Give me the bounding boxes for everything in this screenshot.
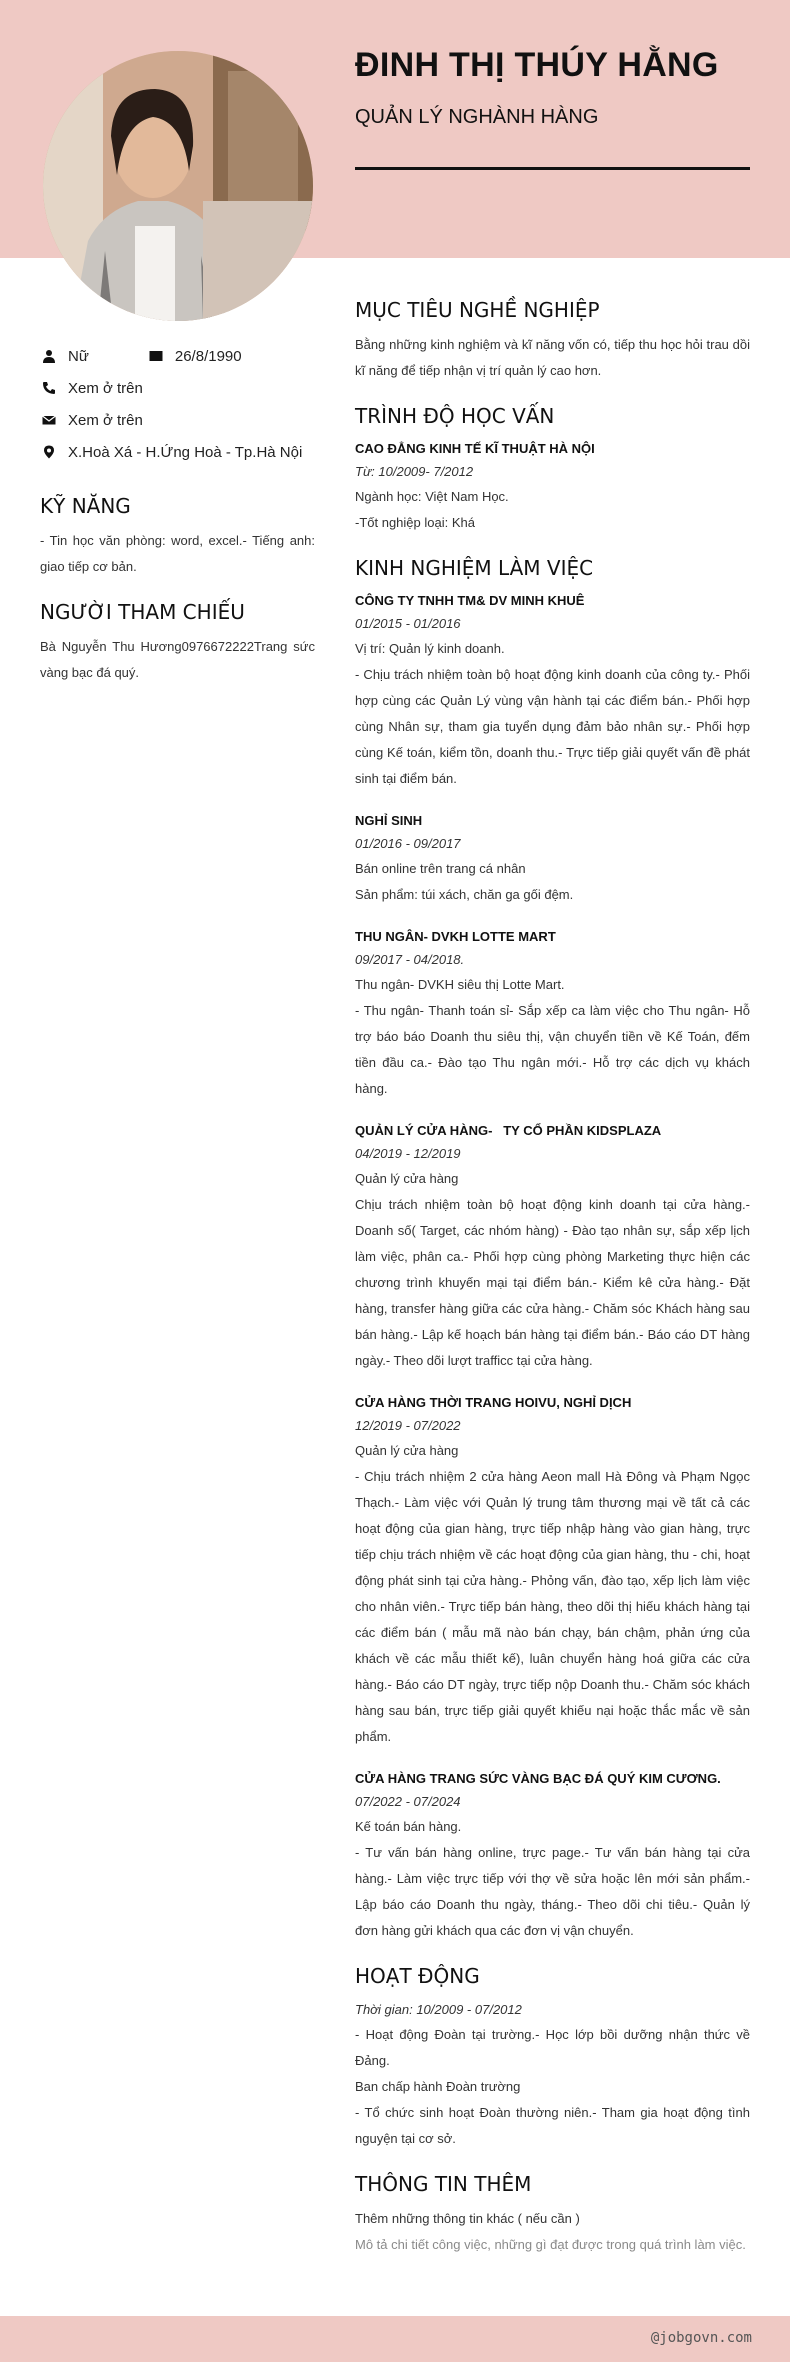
experience-heading: KINH NGHIỆM LÀM VIỆC — [355, 556, 594, 580]
more-info-placeholder: Mô tả chi tiết công việc, những gì đạt được trong quá trình làm việc. — [355, 2237, 746, 2252]
more-info-line: Thêm những thông tin khác ( nếu cần ) — [355, 2211, 580, 2226]
job-title: QUẢN LÝ NGHÀNH HÀNG — [355, 106, 599, 128]
experience-role: Kế toán bán hàng. — [355, 1819, 462, 1834]
activities-section — [355, 1964, 750, 2152]
user-icon — [40, 347, 58, 365]
more-info-section — [355, 2172, 750, 2258]
experience-section — [355, 556, 750, 1944]
skills-text: - Tin học văn phòng: word, excel.- Tiếng anh: giao tiếp cơ bản. — [40, 533, 315, 574]
experience-entry — [355, 590, 750, 792]
experience-org: THU NGÂN- DVKH LOTTE MART — [355, 929, 556, 944]
objective-heading: MỤC TIÊU NGHỀ NGHIỆP — [355, 298, 600, 322]
education-major: Ngành học: Việt Nam Học. — [355, 489, 509, 504]
experience-period: 09/2017 - 04/2018. — [355, 952, 465, 967]
location-pin-icon — [40, 443, 58, 461]
experience-org: CỬA HÀNG THỜI TRANG HOIVU, NGHỈ DỊCH — [355, 1395, 632, 1410]
activities-period: Thời gian: 10/2009 - 07/2012 — [355, 2002, 522, 2017]
experience-description: - Chịu trách nhiệm toàn bộ hoạt động kinh doanh của công ty.- Phối hợp cùng các Quản Lý vùng vận hành tại các điểm bán.- Phối hợp cùng Nhân sự, tham gia tuyển dụng đảm bảo nhân sự.- Phối hợp cùng Kế toán, kiểm tồn, doanh thu.- Trực tiếp giải quyết vấn đề phát sinh tại điểm bán. — [355, 667, 750, 786]
experience-org: NGHỈ SINH — [355, 813, 423, 828]
education-grade: -Tốt nghiệp loại: Khá — [355, 515, 475, 530]
experience-entry — [355, 810, 750, 908]
experience-entry — [355, 1120, 750, 1374]
footer-watermark: @jobgovn.com — [650, 2330, 752, 2346]
experience-entry — [355, 1768, 750, 1944]
education-heading: TRÌNH ĐỘ HỌC VẤN — [355, 404, 555, 428]
birthday-value: 26/8/1990 — [174, 347, 242, 365]
experience-role: Quản lý cửa hàng — [355, 1171, 459, 1186]
phone-row — [40, 372, 315, 404]
activities-line: - Hoạt động Đoàn tại trường.- Học lớp bồi dưỡng nhận thức về Đảng. — [355, 2027, 750, 2068]
experience-period: 01/2015 - 01/2016 — [355, 616, 461, 631]
profile-photo-image — [43, 51, 313, 321]
experience-role: Quản lý cửa hàng — [355, 1443, 459, 1458]
gender-birthday-row — [40, 340, 315, 372]
experience-org: QUẢN LÝ CỬA HÀNG- TY CỔ PHẦN KIDSPLAZA — [355, 1123, 662, 1138]
objective-section — [355, 298, 750, 384]
experience-entry — [355, 1392, 750, 1750]
experience-period: 07/2022 - 07/2024 — [355, 1794, 461, 1809]
reference-text: Bà Nguyễn Thu Hương0976672222Trang sức vàng bạc đá quý. — [40, 639, 315, 680]
experience-period: 04/2019 - 12/2019 — [355, 1146, 461, 1161]
gender-value: Nữ — [68, 347, 89, 365]
activities-heading: HOẠT ĐỘNG — [355, 1964, 480, 1988]
address-row — [40, 436, 315, 468]
experience-period: 12/2019 - 07/2022 — [355, 1418, 461, 1433]
objective-text: Bằng những kinh nghiệm và kĩ năng vốn có, tiếp thu học hỏi trau dồi kĩ năng để tiếp nhận vị trí quản lý cao hơn. — [355, 337, 750, 378]
birthday-item — [147, 347, 242, 365]
title-divider — [355, 167, 750, 170]
activities-line: Ban chấp hành Đoàn trường — [355, 2079, 521, 2094]
experience-description: Chịu trách nhiệm toàn bộ hoạt động kinh doanh tại cửa hàng.- Doanh số( Target, các nhóm hàng) - Đào tạo nhân sự, sắp xếp lịch làm việc, phân ca.- Phối hợp cùng phòng Marketing thực hiện các chương trình khuyến mại tại điểm bán.- Kiểm kê cửa hàng.- Đặt hàng, transfer hàng giữa các cửa hàng.- Chăm sóc Khách hàng sau bán hàng.- Lập kế hoạch bán hàng tại điểm bán.- Báo cáo DT hàng ngày.- Theo dõi lượt trafficc tại cửa hàng. — [355, 1197, 750, 1368]
experience-role: Bán online trên trang cá nhân — [355, 861, 526, 876]
profile-photo — [43, 51, 313, 321]
email-row — [40, 404, 315, 436]
education-section — [355, 404, 750, 536]
school-name: CAO ĐẲNG KINH TẾ KĨ THUẬT HÀ NỘI — [355, 441, 595, 456]
education-period: Từ: 10/2009- 7/2012 — [355, 464, 474, 479]
calendar-icon — [147, 347, 165, 365]
phone-value: Xem ở trên — [68, 379, 143, 397]
skills-heading: KỸ NĂNG — [40, 494, 131, 518]
phone-icon — [40, 379, 58, 397]
envelope-icon — [40, 411, 58, 429]
left-column — [40, 340, 315, 686]
experience-description: - Tư vấn bán hàng online, trực page.- Tư vấn bán hàng tại cửa hàng.- Làm việc trực tiếp với thợ về sửa hoặc lên mới sản phẩm.- Lập báo cáo Doanh thu ngày, tháng.- Theo dõi chi tiêu.- Quản lý đơn hàng gửi khách qua các đơn vị vận chuyển. — [355, 1845, 750, 1938]
candidate-name: ĐINH THỊ THÚY HẰNG — [355, 46, 719, 84]
experience-role: Thu ngân- DVKH siêu thị Lotte Mart. — [355, 977, 565, 992]
activities-line: - Tổ chức sinh hoạt Đoàn thường niên.- Tham gia hoạt động tình nguyện tại cơ sở. — [355, 2105, 750, 2146]
experience-period: 01/2016 - 09/2017 — [355, 836, 461, 851]
more-info-heading: THÔNG TIN THÊM — [355, 2172, 532, 2196]
address-value: X.Hoà Xá - H.Ứng Hoà - Tp.Hà Nội — [68, 443, 303, 461]
experience-entry — [355, 926, 750, 1102]
experience-org: CÔNG TY TNHH TM& DV MINH KHUÊ — [355, 593, 585, 608]
right-column — [355, 298, 750, 2278]
experience-description: - Thu ngân- Thanh toán sỉ- Sắp xếp ca làm việc cho Thu ngân- Hỗ trợ báo báo Doanh thu siêu thị, vận chuyển tiền về Kế Toán, đếm tiền đầu ca.- Đào tạo Thu ngân mới.- Hỗ trợ các dịch vụ khách hàng. — [355, 1003, 750, 1096]
gender-item — [40, 347, 89, 365]
footer-band — [0, 2316, 790, 2362]
reference-heading: NGƯỜI THAM CHIẾU — [40, 600, 245, 624]
experience-description: Sản phẩm: túi xách, chăn ga gối đệm. — [355, 887, 574, 902]
experience-description: - Chịu trách nhiệm 2 cửa hàng Aeon mall Hà Đông và Phạm Ngọc Thạch.- Làm việc với Quản lý trung tâm thương mại về tất cả các hoạt động của gian hàng, trực tiếp nhập hàng vào gian hàng, trực tiếp chịu trách nhiệm về các hoạt động của gian hàng, thu - chi, hoạt động phát sinh tại cửa hàng.- Phỏng vấn, đào tạo, xếp lịch làm việc cho nhân viên.- Trực tiếp bán hàng, theo dõi thị hiếu khách hàng tại các điểm bán ( mẫu mã nào bán chạy, bán chậm, phản ứng của khách về các mẫu thiết kế), luân chuyển hàng hoá giữa các cửa hàng.- Báo cáo DT ngày, trực tiếp nộp Doanh thu.- Chăm sóc khách hàng sau bán, trực tiếp giải quyết khiếu nại hoặc thắc mắc về sản phẩm. — [355, 1469, 750, 1744]
experience-role: Vị trí: Quản lý kinh doanh. — [355, 641, 505, 656]
experience-org: CỬA HÀNG TRANG SỨC VÀNG BẠC ĐÁ QUÝ KIM CƯƠNG. — [355, 1771, 721, 1786]
email-value: Xem ở trên — [68, 411, 143, 429]
